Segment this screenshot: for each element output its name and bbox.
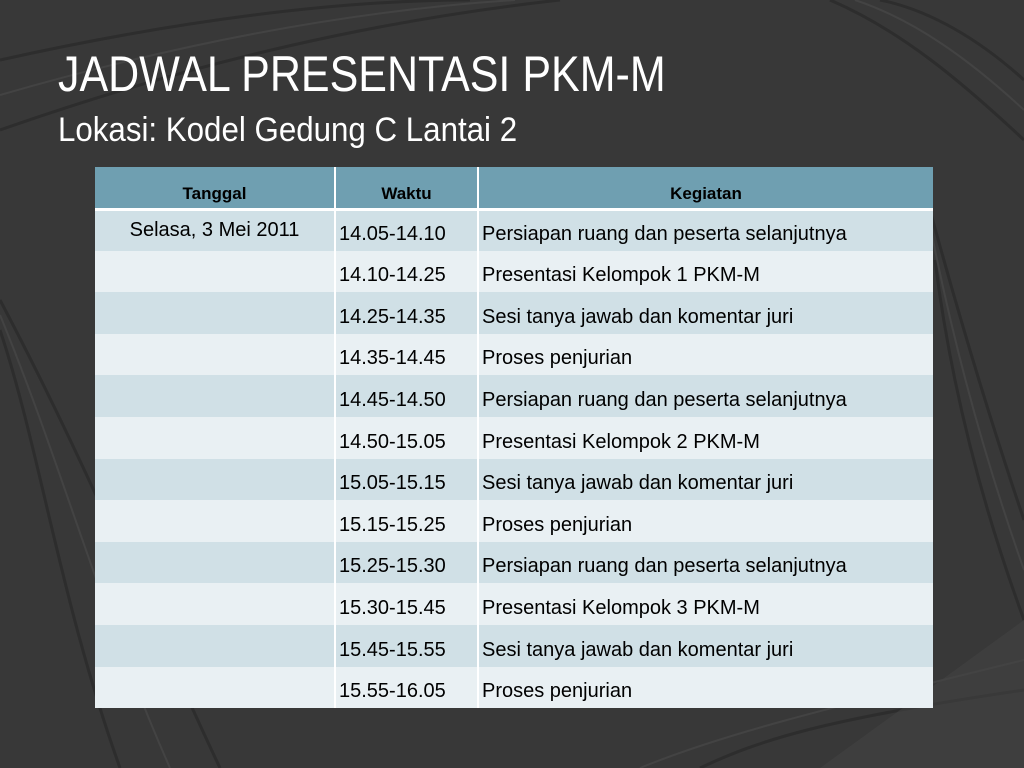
cell-kegiatan: Proses penjurian [478, 500, 933, 542]
cell-kegiatan: Sesi tanya jawab dan komentar juri [478, 459, 933, 501]
table-row [95, 542, 933, 584]
cell-waktu: 14.25-14.35 [335, 292, 478, 334]
cell-tanggal: Selasa, 3 Mei 2011 [95, 209, 335, 251]
header-waktu: Waktu [335, 167, 478, 209]
cell-tanggal [95, 625, 335, 667]
cell-waktu: 15.30-15.45 [335, 583, 478, 625]
cell-tanggal [95, 292, 335, 334]
header-kegiatan: Kegiatan [478, 167, 933, 209]
slide-title: JADWAL PRESENTASI PKM-M [58, 46, 666, 102]
cell-tanggal [95, 542, 335, 584]
table-row [95, 292, 933, 334]
table-row [95, 334, 933, 376]
slide-subtitle: Lokasi: Kodel Gedung C Lantai 2 [58, 111, 518, 149]
cell-kegiatan: Presentasi Kelompok 3 PKM-M [478, 583, 933, 625]
cell-tanggal [95, 251, 335, 293]
cell-tanggal [95, 375, 335, 417]
cell-kegiatan: Presentasi Kelompok 1 PKM-M [478, 251, 933, 293]
cell-tanggal [95, 417, 335, 459]
cell-tanggal [95, 500, 335, 542]
cell-kegiatan: Proses penjurian [478, 667, 933, 709]
cell-tanggal [95, 334, 335, 376]
table-header-row [95, 167, 933, 209]
cell-kegiatan: Persiapan ruang dan peserta selanjutnya [478, 375, 933, 417]
cell-waktu: 14.35-14.45 [335, 334, 478, 376]
table-row [95, 459, 933, 501]
cell-kegiatan: Sesi tanya jawab dan komentar juri [478, 625, 933, 667]
cell-tanggal [95, 583, 335, 625]
cell-waktu: 14.10-14.25 [335, 251, 478, 293]
cell-waktu: 14.50-15.05 [335, 417, 478, 459]
cell-kegiatan: Sesi tanya jawab dan komentar juri [478, 292, 933, 334]
table-row [95, 417, 933, 459]
cell-waktu: 15.05-15.15 [335, 459, 478, 501]
schedule-table [95, 167, 933, 708]
table-row [95, 667, 933, 709]
cell-waktu: 15.45-15.55 [335, 625, 478, 667]
cell-kegiatan: Persiapan ruang dan peserta selanjutnya [478, 209, 933, 251]
cell-kegiatan: Persiapan ruang dan peserta selanjutnya [478, 542, 933, 584]
table-row [95, 625, 933, 667]
cell-waktu: 15.55-16.05 [335, 667, 478, 709]
table-row [95, 500, 933, 542]
cell-tanggal [95, 459, 335, 501]
cell-tanggal [95, 667, 335, 709]
cell-waktu: 14.45-14.50 [335, 375, 478, 417]
table-row [95, 375, 933, 417]
table-row [95, 251, 933, 293]
header-tanggal: Tanggal [95, 167, 335, 209]
cell-waktu: 15.15-15.25 [335, 500, 478, 542]
table-row [95, 209, 933, 251]
cell-waktu: 14.05-14.10 [335, 209, 478, 251]
table-row [95, 583, 933, 625]
cell-waktu: 15.25-15.30 [335, 542, 478, 584]
cell-kegiatan: Presentasi Kelompok 2 PKM-M [478, 417, 933, 459]
cell-kegiatan: Proses penjurian [478, 334, 933, 376]
